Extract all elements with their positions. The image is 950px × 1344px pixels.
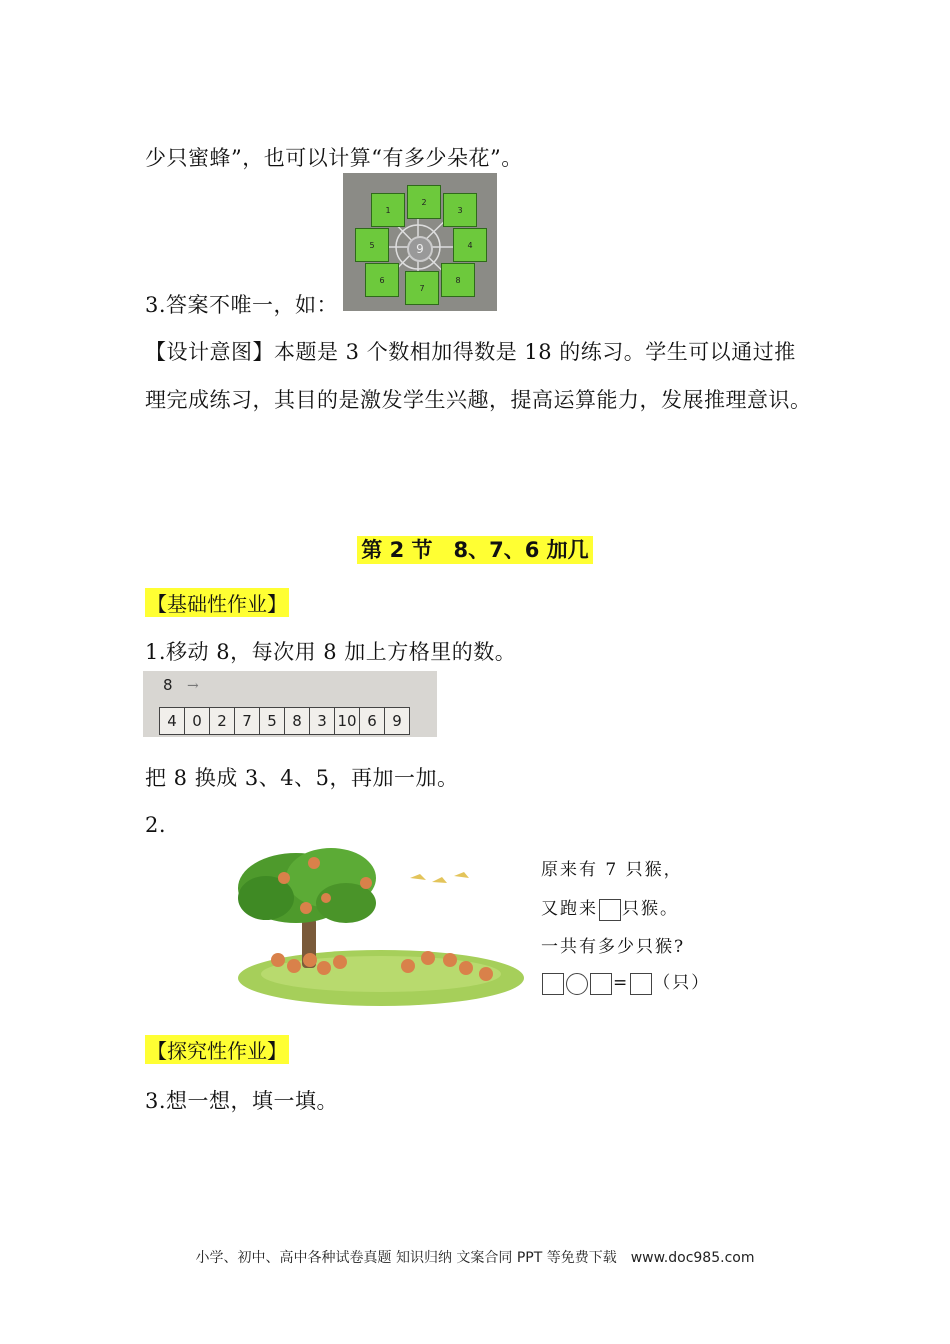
strip-cell: 4 <box>160 708 185 734</box>
strip-cell: 3 <box>310 708 335 734</box>
tag-basic-homework: 【基础性作业】 <box>145 588 289 617</box>
strip-cell: 7 <box>235 708 260 734</box>
answer-box[interactable] <box>599 899 621 921</box>
monkey-line-2 <box>541 894 679 921</box>
flower-square-8: 8 <box>441 263 475 297</box>
section-title-text: 第 2 节 8、7、6 加几 <box>357 536 592 564</box>
strip-lead-number: 8 <box>163 676 173 694</box>
equation-box-1[interactable] <box>542 973 564 995</box>
strip-cells <box>159 707 410 735</box>
number-strip-image <box>143 671 437 737</box>
footer-text: 小学、初中、高中各种试卷真题 知识归纳 文案合同 PPT 等免费下载 www.doc985.com <box>195 1250 755 1266</box>
strip-cell: 9 <box>385 708 409 734</box>
flower-square-3: 3 <box>443 193 477 227</box>
flower-center-number: 9 <box>407 236 433 262</box>
equation-row <box>541 968 710 995</box>
strip-cell: 6 <box>360 708 385 734</box>
strip-cell: 10 <box>335 708 360 734</box>
strip-cell: 8 <box>285 708 310 734</box>
monkeys-tree-illustration <box>236 848 526 1008</box>
flower-square-5: 5 <box>355 228 389 262</box>
monkey-line-1: 原来有 7 只猴， <box>541 860 683 880</box>
flower-number-puzzle-image <box>343 173 497 311</box>
strip-cell: 5 <box>260 708 285 734</box>
flower-square-6: 6 <box>365 263 399 297</box>
question-1b: 把 8 换成 3、4、5，再加一加。 <box>145 766 459 790</box>
question-1: 1.移动 8，每次用 8 加上方格里的数。 <box>145 640 517 664</box>
section-title <box>0 534 950 564</box>
paragraph-continued: 少只蜜蜂”，也可以计算“有多少朵花”。 <box>145 146 523 170</box>
tag-explore-homework: 【探究性作业】 <box>145 1035 289 1064</box>
equals-sign: = <box>613 973 630 993</box>
strip-cell: 0 <box>185 708 210 734</box>
right-arrow-icon: → <box>187 678 199 694</box>
monkey-line-3: 一共有多少只猴? <box>541 937 686 957</box>
flower-square-2: 2 <box>407 185 441 219</box>
equation-box-2[interactable] <box>590 973 612 995</box>
question-2-number: 2. <box>145 813 167 837</box>
strip-cell: 2 <box>210 708 235 734</box>
equation-operator-circle[interactable] <box>566 973 588 995</box>
flower-square-4: 4 <box>453 228 487 262</box>
monkey-line-2b: 只猴。 <box>622 899 679 919</box>
equation-unit: （只） <box>653 973 711 993</box>
equation-result-box[interactable] <box>630 973 652 995</box>
flower-square-1: 1 <box>371 193 405 227</box>
flower-square-7: 7 <box>405 271 439 305</box>
q3-answer: 3.答案不唯一，如： <box>145 293 339 317</box>
question-3: 3.想一想，填一填。 <box>145 1089 339 1113</box>
design-intent-paragraph: 【设计意图】本题是 3 个数相加得数是 18 的练习。学生可以通过推理完成练习，其目的是激发学生兴趣，提高运算能力，发展推理意识。 <box>145 340 812 412</box>
monkey-line-2a: 又跑来 <box>541 899 598 919</box>
